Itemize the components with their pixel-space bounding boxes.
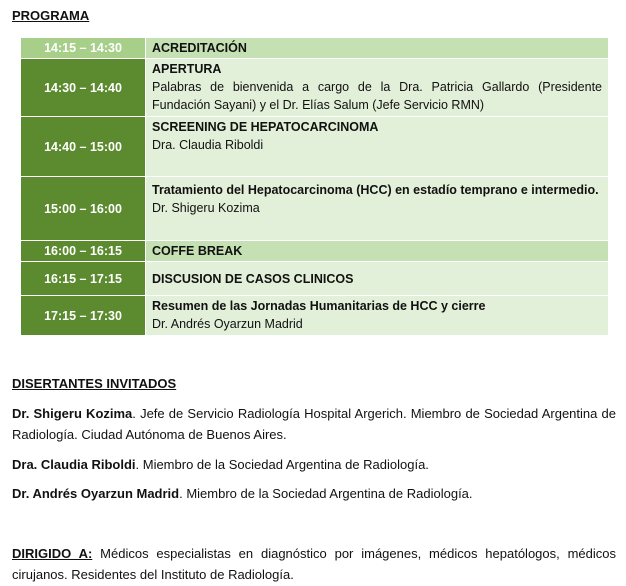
session-title: Resumen de las Jornadas Humanitarias de HCC y cierre <box>152 299 486 313</box>
table-row <box>21 59 609 117</box>
speaker-bio <box>12 454 616 475</box>
dirigido-heading: DIRIGIDO A: <box>12 546 93 561</box>
time-cell: 15:00 – 16:00 <box>21 177 146 241</box>
program-table <box>20 37 609 336</box>
programa-heading: PROGRAMA <box>12 8 90 23</box>
speaker-text: . Miembro de la Sociedad Argentina de Radiología. <box>135 457 429 472</box>
session-title: SCREENING DE HEPATOCARCINOMA <box>152 120 379 134</box>
session-title: APERTURA <box>152 62 222 76</box>
dirigido-section <box>12 543 616 585</box>
time-cell: 14:30 – 14:40 <box>21 59 146 117</box>
speaker-name: Dr. Andrés Oyarzun Madrid <box>12 486 180 501</box>
speaker-text: . Jefe de Servicio Radiología Hospital Argerich. Miembro de Sociedad Argentina de Radiología. Ciudad Autónoma de Buenos Aires. <box>12 406 616 442</box>
disertantes-heading: DISERTANTES INVITADOS <box>12 376 177 391</box>
time-cell: 14:40 – 15:00 <box>21 117 146 177</box>
session-title: Tratamiento del Hepatocarcinoma (HCC) en estadío temprano e intermedio. <box>152 183 599 197</box>
table-row <box>21 177 609 241</box>
session-cell <box>146 177 609 241</box>
speaker-name: Dra. Claudia Riboldi <box>12 457 136 472</box>
session-cell <box>146 59 609 117</box>
time-cell: 14:15 – 14:30 <box>21 38 146 59</box>
session-speaker: Dr. Andrés Oyarzun Madrid <box>152 317 303 331</box>
session-speaker: Dr. Shigeru Kozima <box>152 201 260 215</box>
speaker-text: . Miembro de la Sociedad Argentina de Radiología. <box>179 486 473 501</box>
table-row <box>21 117 609 177</box>
table-row <box>21 241 609 262</box>
session-title: COFFE BREAK <box>146 241 609 262</box>
session-cell <box>146 296 609 336</box>
speaker-name: Dr. Shigeru Kozima <box>12 406 133 421</box>
table-row <box>21 296 609 336</box>
table-row <box>21 262 609 296</box>
session-detail: Palabras de bienvenida a cargo de la Dra. Patricia Gallardo (Presidente Fundación Sayani) y el Dr. Elías Salum (Jefe Servicio RMN) <box>152 80 602 112</box>
session-title: ACREDITACIÓN <box>146 38 609 59</box>
dirigido-text: Médicos especialistas en diagnóstico por imágenes, médicos hepatólogos, médicos cirujanos. Residentes del Instituto de Radiología. <box>12 546 616 582</box>
session-title: DISCUSION DE CASOS CLINICOS <box>146 262 609 296</box>
table-row <box>21 38 609 59</box>
time-cell: 17:15 – 17:30 <box>21 296 146 336</box>
time-cell: 16:00 – 16:15 <box>21 241 146 262</box>
session-cell <box>146 117 609 177</box>
time-cell: 16:15 – 17:15 <box>21 262 146 296</box>
session-speaker: Dra. Claudia Riboldi <box>152 138 264 152</box>
speaker-bio <box>12 403 616 445</box>
speaker-bio <box>12 483 616 504</box>
